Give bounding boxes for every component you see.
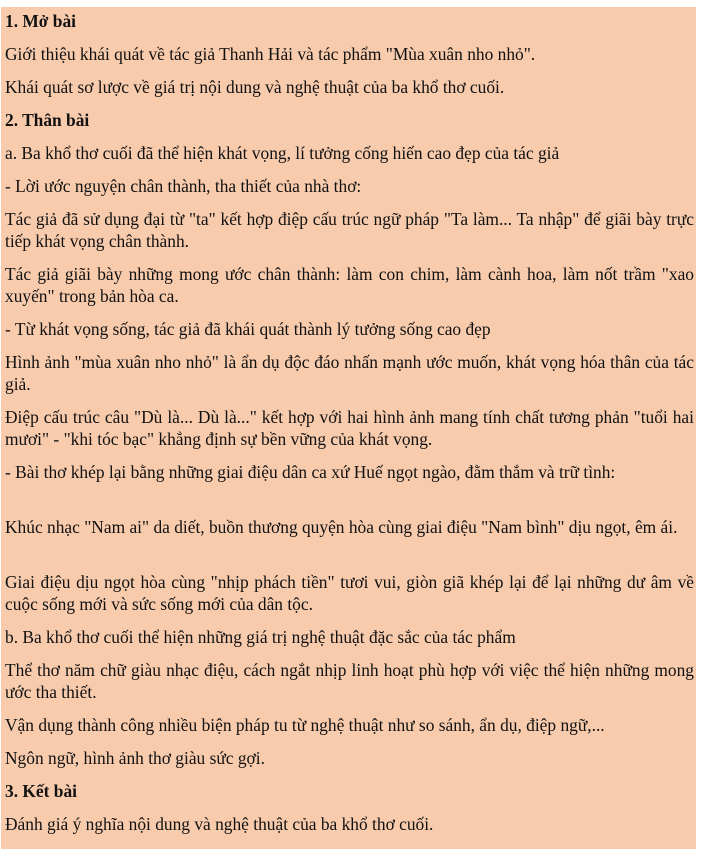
outline-paragraph: Ngôn ngữ, hình ảnh thơ giàu sức gợi. bbox=[5, 748, 265, 768]
outline-paragraph: Giai điệu dịu ngọt hòa cùng "nhịp phách tiền" tươi vui, giòn giã khép lại để lại những dư âm về cuộc sống mới và sức sống mới của dân tộc. bbox=[5, 572, 694, 614]
outline-paragraph: - Từ khát vọng sống, tác giả đã khái quát thành lý tưởng sống cao đẹp bbox=[5, 319, 491, 339]
outline-paragraph: - Bài thơ khép lại bằng những giai điệu dân ca xứ Huế ngọt ngào, đằm thắm và trữ tình: bbox=[5, 462, 616, 482]
outline-paragraph: Tác giả giãi bày những mong ước chân thành: làm con chim, làm cành hoa, làm nốt trầm "xao xuyến" trong bản hòa ca. bbox=[5, 264, 694, 306]
outline-paragraph: Khái quát sơ lược về giá trị nội dung và nghệ thuật của ba khổ thơ cuối. bbox=[5, 77, 505, 97]
essay-outline-panel bbox=[1, 7, 696, 849]
section-heading-ket-bai: 3. Kết bài bbox=[5, 781, 77, 801]
outline-paragraph: Khúc nhạc "Nam ai" da diết, buồn thương quyện hòa cùng giai điệu "Nam bình" dịu ngọt, êm ái. bbox=[5, 517, 678, 537]
section-heading-mo-bai: 1. Mở bài bbox=[5, 11, 76, 31]
outline-paragraph: b. Ba khổ thơ cuối thể hiện những giá trị nghệ thuật đặc sắc của tác phẩm bbox=[5, 627, 516, 647]
outline-paragraph: Điệp cấu trúc câu "Dù là... Dù là..." kết hợp với hai hình ảnh mang tính chất tương phản "tuổi hai mươi" - "khi tóc bạc" khẳng định sự bền vững của khát vọng. bbox=[5, 407, 694, 449]
section-heading-than-bai: 2. Thân bài bbox=[5, 110, 90, 130]
outline-paragraph: a. Ba khổ thơ cuối đã thể hiện khát vọng, lí tưởng cống hiến cao đẹp của tác giả bbox=[5, 143, 560, 163]
outline-paragraph: - Lời ước nguyện chân thành, tha thiết của nhà thơ: bbox=[5, 176, 362, 196]
outline-paragraph: Tác giả đã sử dụng đại từ "ta" kết hợp điệp cấu trúc ngữ pháp "Ta làm... Ta nhập" để giãi bày trực tiếp khát vọng chân thành. bbox=[5, 209, 694, 251]
outline-paragraph: Hình ảnh "mùa xuân nho nhỏ" là ẩn dụ độc đáo nhấn mạnh ước muốn, khát vọng hóa thân của tác giả. bbox=[5, 352, 694, 394]
outline-paragraph: Đánh giá ý nghĩa nội dung và nghệ thuật của ba khổ thơ cuối. bbox=[5, 814, 434, 834]
outline-paragraph: Thể thơ năm chữ giàu nhạc điệu, cách ngắt nhịp linh hoạt phù hợp với việc thể hiện những mong ước tha thiết. bbox=[5, 660, 694, 702]
outline-paragraph: Giới thiệu khái quát về tác giả Thanh Hải và tác phẩm "Mùa xuân nho nhỏ". bbox=[5, 44, 536, 64]
outline-paragraph: Vận dụng thành công nhiều biện pháp tu từ nghệ thuật như so sánh, ẩn dụ, điệp ngữ,... bbox=[5, 715, 605, 735]
